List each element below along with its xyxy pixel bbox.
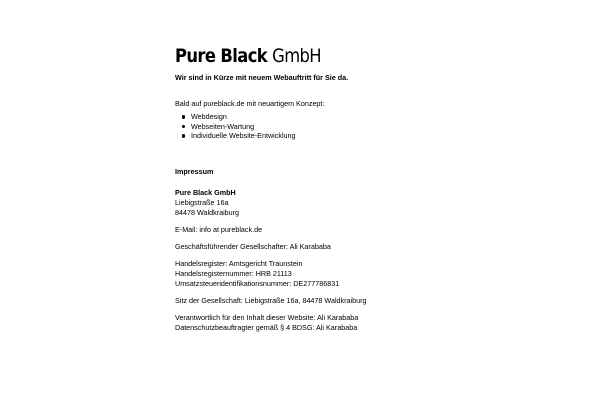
service-item <box>191 122 575 132</box>
vat-id: Umsatzsteueridentifikationsnummer: DE277786831 <box>175 278 340 288</box>
impressum-heading: Impressum <box>175 166 214 176</box>
service-item <box>191 112 575 122</box>
responsibility-block <box>175 313 575 333</box>
bullet-icon <box>182 134 185 137</box>
service-label: Webseiten-Wartung <box>191 121 255 131</box>
page-content <box>175 44 575 333</box>
service-item <box>191 131 575 141</box>
logo-name: Pure Black <box>175 45 268 67</box>
email-line: E-Mail: info at pureblack.de <box>175 224 263 234</box>
company-logo <box>175 44 519 68</box>
address-city: 84478 Waldkraiburg <box>175 207 240 217</box>
address-street: Liebigstraße 16a <box>175 197 229 207</box>
register-number: Handelsregisternummer: HRB 21113 <box>175 268 292 278</box>
tagline: Wir sind in Kürze mit neuem Webauftritt für Sie da. <box>175 73 349 82</box>
content-responsible: Verantwortlich für den Inhalt dieser Website: Ali Karababa <box>175 312 359 322</box>
manager-line: Geschäftsführender Gesellschafter: Ali Karababa <box>175 241 331 251</box>
service-label: Individuelle Website-Entwicklung <box>191 131 296 140</box>
register-court: Handelsregister: Amtsgericht Traunstein <box>175 258 303 268</box>
bullet-icon <box>182 125 185 128</box>
register-block <box>175 259 575 289</box>
company-address <box>175 188 575 218</box>
service-label: Webdesign <box>191 112 227 121</box>
bullet-icon <box>182 115 185 118</box>
logo-suffix: GmbH <box>272 45 321 67</box>
services-list <box>175 112 575 141</box>
intro-text: Bald auf pureblack.de mit neuartigem Konzept: <box>175 99 325 108</box>
company-name: Pure Black GmbH <box>175 187 236 197</box>
company-seat: Sitz der Gesellschaft: Liebigstraße 16a, 84478 Waldkraiburg <box>175 295 367 305</box>
privacy-officer: Datenschutzbeauftragter gemäß § 4 BDSG: Ali Karababa <box>175 322 358 332</box>
